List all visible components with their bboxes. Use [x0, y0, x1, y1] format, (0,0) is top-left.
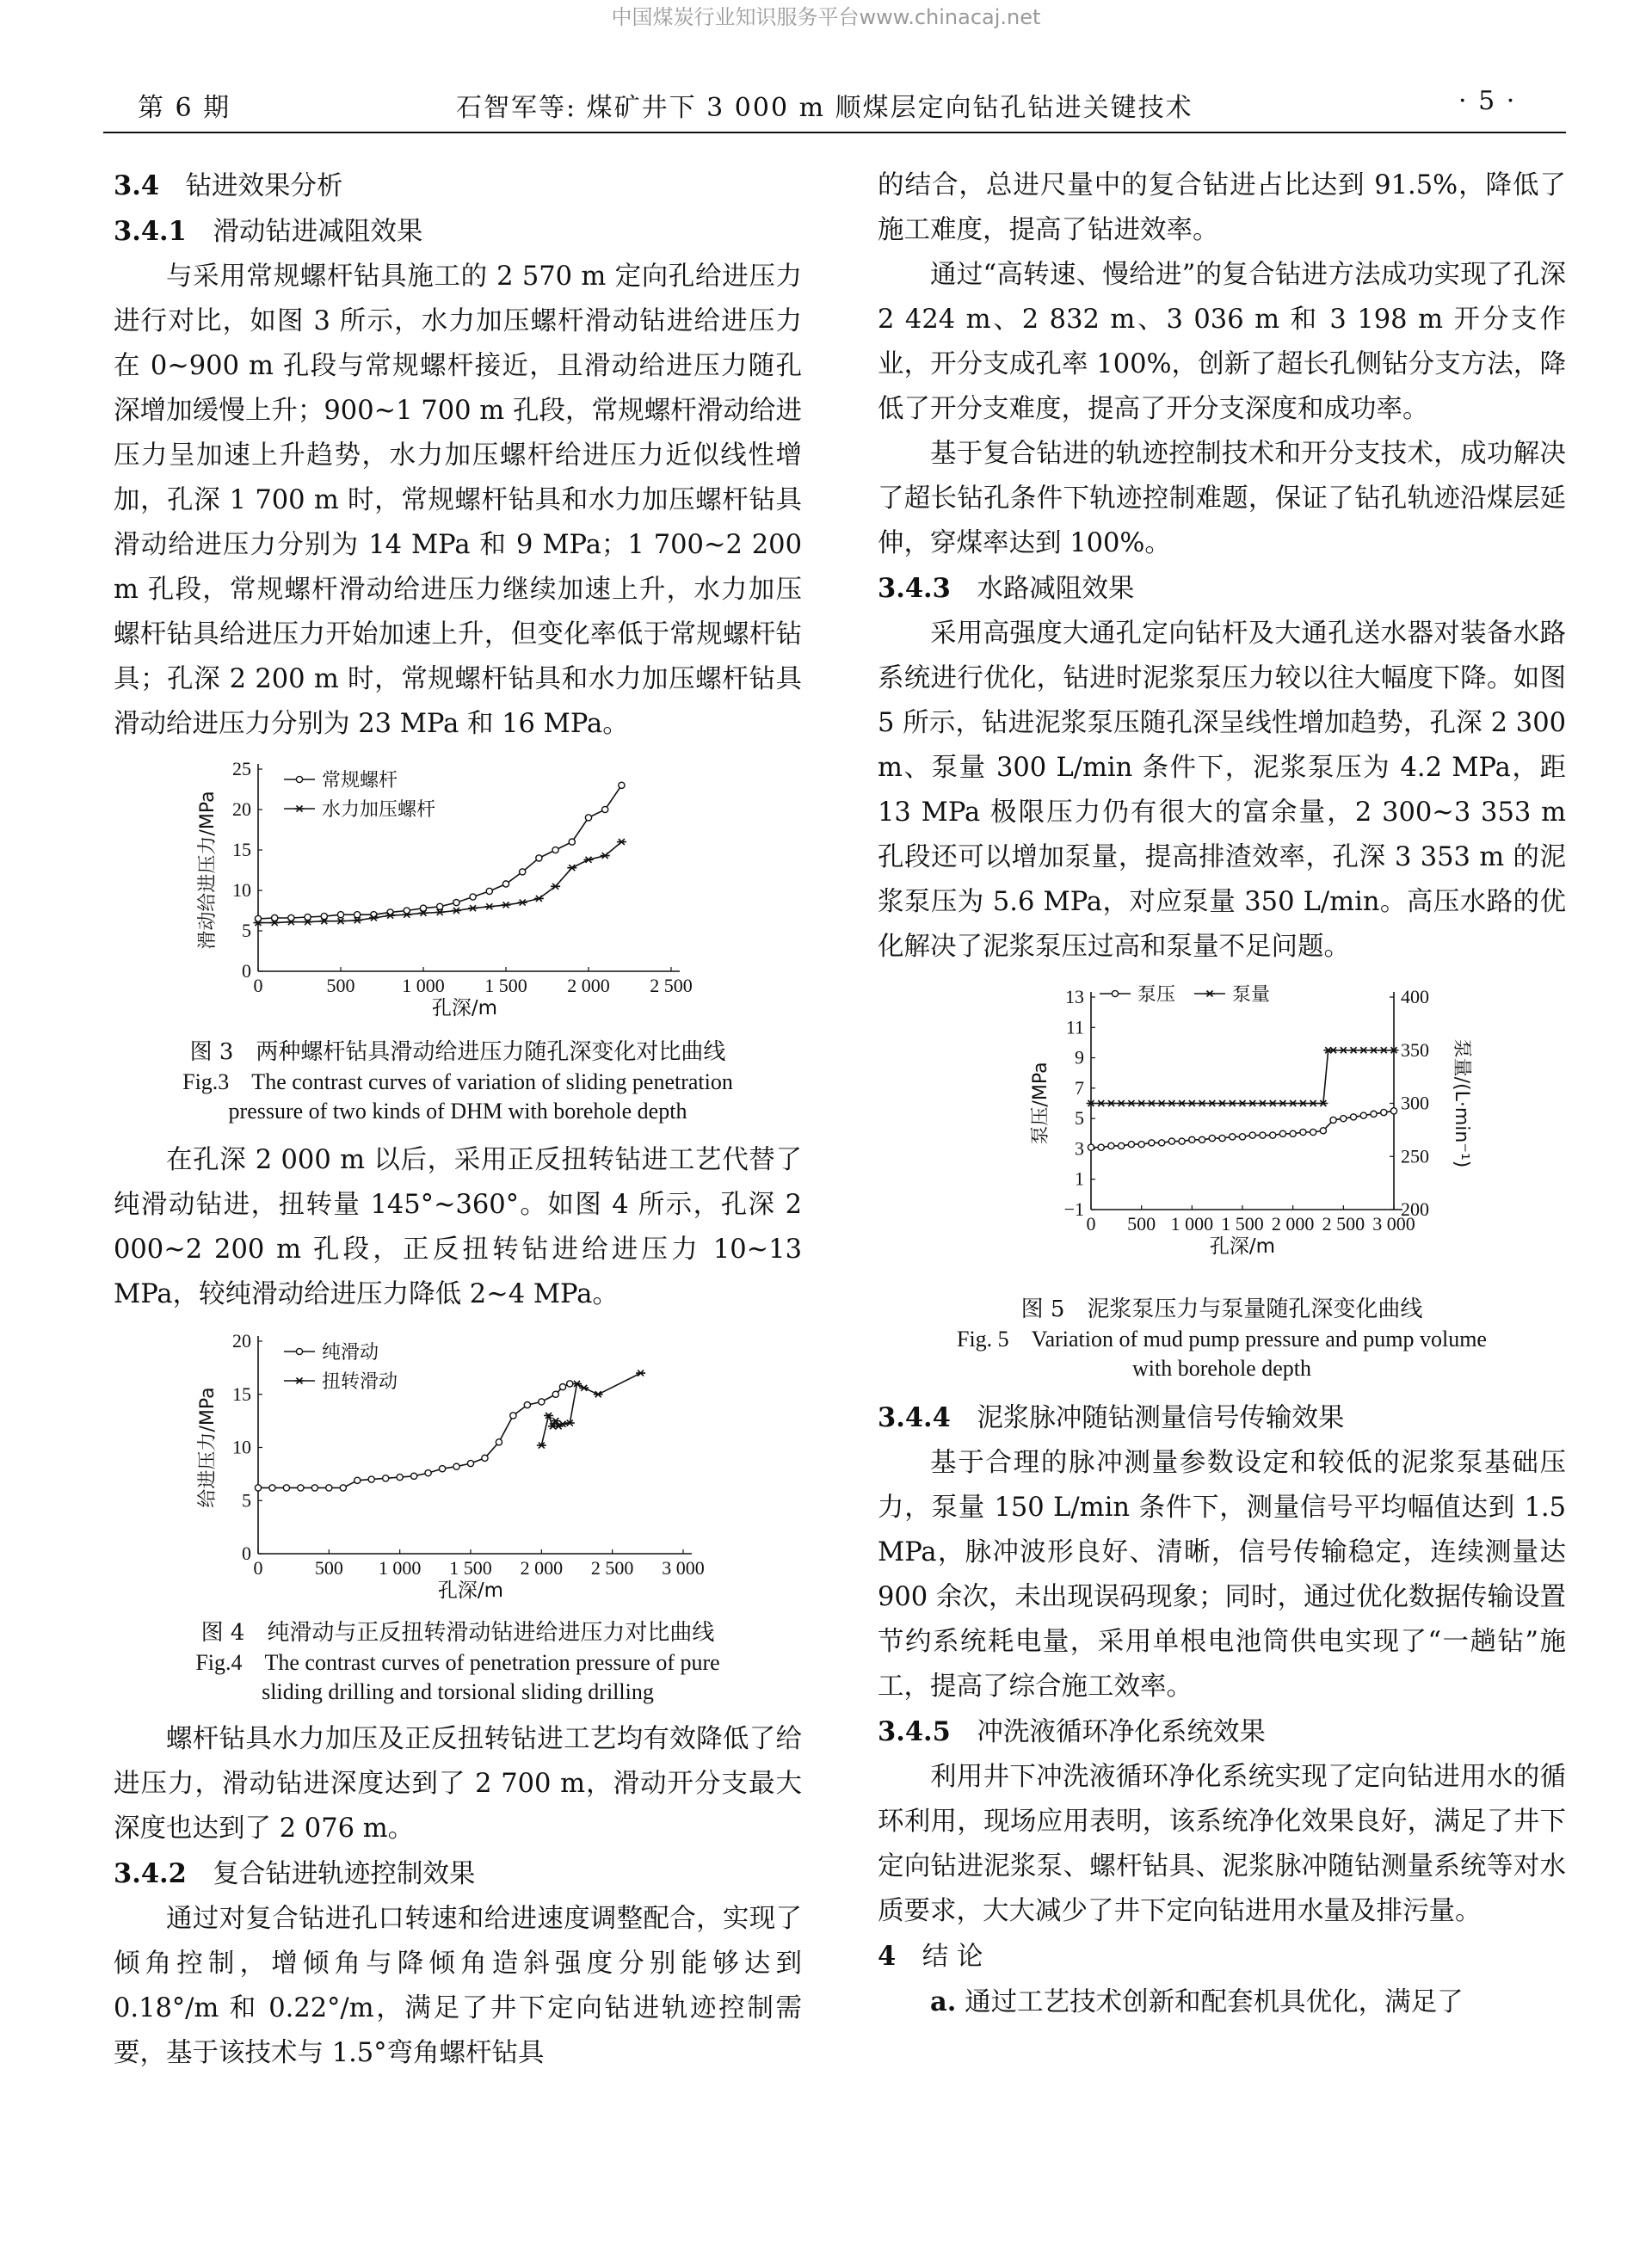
data-point: [1390, 1108, 1396, 1114]
x-axis-label: 孔深/m: [1209, 1235, 1276, 1258]
data-point: [1117, 1100, 1126, 1106]
data-point: [1248, 1100, 1257, 1106]
paragraph: 通过对复合钻进孔口转速和给进速度调整配合，实现了倾角控制，增倾角与降倾角造斜强度分别能够达到 0.18°/m 和 0.22°/m，满足了井下定向钻进轨迹控制需要，基于该技术与 1.5°弯角螺杆钻具: [114, 1904, 802, 2068]
data-point: [1230, 1134, 1236, 1140]
data-point: [1217, 1100, 1227, 1106]
data-point: [1288, 1100, 1298, 1106]
paragraph: 采用高强度大通孔定向钻杆及大通孔送水器对装备水路系统进行优化，钻进时泥浆泵压力较以往大幅度下降。如图 5 所示，钻进泥浆泵压随孔深呈线性增加趋势，孔深 2 300 m、泵量 300 L/min 条件下，泥浆泵压为 4.2 MPa，距 13 MPa 极限压力仍有很大的富余量，2 300~3 353 m 孔段还可以增加泵量，提高排渣效率，孔深 3 353 m 的泥浆泵压为 5.6 MPa，对应泵量 350 L/min。高压水路的优化解决了泥浆泵压过高和泵量不足问题。: [878, 619, 1566, 962]
data-point: [1249, 1132, 1255, 1138]
data-point: [1270, 1132, 1276, 1138]
chart-fig5: [878, 982, 1566, 1274]
y-tick-label: 1: [1075, 1167, 1084, 1190]
data-point: [1260, 1132, 1266, 1138]
data-point: [510, 1413, 516, 1419]
y-tick-label: 5: [242, 1489, 251, 1512]
chart-fig4: [114, 1326, 802, 1599]
legend-label: 泵压: [1137, 984, 1176, 1006]
y-tick-label: 13: [1065, 986, 1084, 1007]
figure-3-caption-en: Fig.3 The contrast curves of variation of sliding penetration: [182, 1069, 733, 1094]
data-point: [1278, 1100, 1287, 1106]
legend-label: 纯滑动: [322, 1342, 379, 1364]
y-tick-label: 20: [232, 798, 251, 820]
data-point: [368, 1476, 374, 1482]
data-point: [1279, 1130, 1285, 1136]
data-point: [439, 1466, 445, 1472]
data-point: [1126, 1100, 1136, 1106]
data-point: [1149, 1140, 1155, 1146]
y2-tick-label: 200: [1401, 1198, 1429, 1220]
y-tick-label: 10: [232, 879, 251, 901]
legend-label: 泵量: [1232, 984, 1271, 1006]
data-point: [1369, 1047, 1378, 1053]
figure-3-caption-cn: 图 3 两种螺杆钻具滑动给进压力随孔深变化对比曲线: [189, 1039, 726, 1065]
data-point: [1157, 1100, 1167, 1106]
data-point: [1379, 1047, 1389, 1053]
legend-label: 水力加压螺杆: [322, 799, 436, 821]
paragraph: 在孔深 2 000 m 以后，采用正反扭转钻进工艺代替了纯滑动钻进，扭转量 145°~360°。如图 4 所示，孔深 2 000~2 200 m 孔段，正反扭转钻进给进压力 10~13 MPa，较纯滑动给进压力降低 2~4 MPa。: [114, 1145, 802, 1309]
data-point: [1258, 1100, 1267, 1106]
legend-marker: [296, 776, 302, 782]
data-point: [326, 1485, 332, 1491]
y-tick-label: −1: [1063, 1198, 1084, 1220]
y-tick-label: 15: [232, 1382, 251, 1405]
data-point: [1219, 1135, 1225, 1141]
data-point: [283, 1485, 289, 1491]
data-point: [1167, 1100, 1176, 1106]
data-point: [524, 1402, 530, 1408]
legend-marker: [296, 1348, 302, 1354]
y-axis-label: 滑动给进压力/MPa: [197, 791, 219, 950]
x-tick-label: 0: [253, 1557, 263, 1579]
data-point: [255, 1485, 261, 1491]
data-point: [1239, 1134, 1245, 1140]
data-point: [1330, 1117, 1336, 1123]
data-point: [1187, 1100, 1197, 1106]
running-header-title: 石智军等: 煤矿井下 3 000 m 顺煤层定向钻孔钻进关键技术: [456, 93, 1193, 123]
y2-tick-label: 350: [1401, 1038, 1429, 1061]
chart-fig3: [114, 759, 802, 1017]
data-point: [602, 806, 608, 812]
y2-tick-label: 250: [1401, 1145, 1429, 1167]
data-point: [411, 1473, 417, 1479]
data-point: [585, 815, 591, 821]
series-line-1: [258, 842, 621, 923]
data-point: [470, 894, 476, 900]
data-point: [425, 1470, 431, 1476]
x-tick-label: 500: [326, 975, 355, 996]
data-point: [1371, 1111, 1377, 1117]
data-point: [552, 847, 558, 853]
y2-tick-label: 300: [1401, 1092, 1429, 1114]
data-point: [1309, 1100, 1318, 1106]
data-point: [1199, 1136, 1205, 1142]
data-point: [383, 1475, 389, 1481]
data-point: [1350, 1114, 1356, 1120]
data-point: [569, 839, 575, 845]
data-point: [502, 902, 511, 908]
right-column: [878, 163, 1566, 2025]
x-tick-label: 1 000: [402, 975, 445, 996]
y-tick-label: 25: [232, 759, 251, 779]
x-tick-label: 3 000: [1372, 1213, 1415, 1235]
y-tick-label: 15: [232, 839, 251, 860]
data-point: [336, 918, 346, 924]
data-point: [298, 1485, 304, 1491]
y-axis-label: 泵压/MPa: [1030, 1062, 1051, 1145]
data-point: [467, 1460, 473, 1466]
legend-marker: [295, 806, 305, 812]
data-point: [1098, 1144, 1104, 1150]
data-point: [1298, 1100, 1308, 1106]
x-tick-label: 1 500: [484, 975, 527, 996]
data-point: [387, 909, 393, 915]
x-tick-label: 2 500: [590, 1557, 634, 1579]
data-point: [496, 1439, 502, 1445]
watermark: 中国煤炭行业知识服务平台www.chinacaj.net: [611, 5, 1041, 29]
data-point: [337, 912, 343, 918]
x-tick-label: 1 500: [449, 1557, 492, 1579]
paragraph: 基于合理的脉冲测量参数设定和较低的泥浆泵基础压力，泵量 150 L/min 条件下，测量信号平均幅值达到 1.5 MPa，脉冲波形良好、清晰，信号传输稳定，连续测量达 900 余次，未出现误码现象；同时，通过优化数据传输设置节约系统耗电量，采用单根电池筒供电实现了“一趟钻”施工，提高了综合施工效率。: [878, 1448, 1566, 1702]
paragraph: 与采用常规螺杆钻具施工的 2 570 m 定向孔给进压力进行对比，如图 3 所示，水力加压螺杆滑动钻进给进压力在 0~900 m 孔段与常规螺杆接近，且滑动给进压力随孔深增加缓慢上升；900~1 700 m 孔段，常规螺杆滑动给进压力呈加速上升趋势，水力加压螺杆给进压力近似线性增加，孔深 1 700 m 时，常规螺杆钻具和水力加压螺杆钻具滑动给进压力分别为 14 MPa 和 9 MPa；1 700~2 200 m 孔段，常规螺杆滑动给进压力继续加速上升，水力加压螺杆钻具给进压力开始加速上升，但变化率低于常规螺杆钻具；孔深 2 200 m 时，常规螺杆钻具和水力加压螺杆钻具滑动给进压力分别为 23 MPa 和 16 MPa。: [114, 262, 802, 739]
section-heading-3-4: 3.4 钻进效果分析: [114, 170, 343, 201]
series-line-0: [258, 785, 621, 919]
x-axis-label: 孔深/m: [437, 1580, 504, 1599]
data-point: [567, 1381, 573, 1387]
section-heading-3-4-2: 3.4.2 复合钻进轨迹控制效果: [114, 1858, 476, 1889]
legend-marker: [295, 1378, 305, 1384]
y-tick-label: 0: [242, 1543, 251, 1564]
data-point: [552, 1391, 558, 1397]
data-point: [1290, 1130, 1296, 1136]
data-point: [518, 900, 527, 906]
figure-4-caption-en: Fig.4 The contrast curves of penetration pressure of pure: [195, 1650, 720, 1675]
data-point: [1137, 1100, 1146, 1106]
data-point: [1177, 1100, 1187, 1106]
x-tick-label: 2 000: [520, 1557, 564, 1579]
x-tick-label: 0: [1086, 1213, 1096, 1235]
left-column: [114, 163, 802, 2076]
paragraph: 通过“高转速、慢给进”的复合钻进方法成功实现了孔深 2 424 m、2 832 m、3 036 m 和 3 198 m 开分支作业，开分支成孔率 100%，创新了超长孔侧钻分支方法，降低了开分支难度，提高了开分支深度和成功率。: [878, 260, 1566, 424]
data-point: [1339, 1047, 1348, 1053]
data-point: [539, 1399, 545, 1405]
y-tick-label: 3: [1075, 1137, 1084, 1160]
paragraph: 的结合，总进尺量中的复合钻进占比达到 91.5%，降低了施工难度，提高了钻进效率。: [878, 170, 1566, 245]
y-tick-label: 10: [232, 1436, 251, 1458]
figure-5-caption-en-2: with borehole depth: [1132, 1356, 1311, 1381]
x-tick-label: 3 000: [662, 1557, 705, 1579]
data-point: [536, 855, 542, 861]
data-point: [1310, 1129, 1316, 1135]
data-point: [1341, 1116, 1347, 1122]
data-point: [1096, 1100, 1106, 1106]
section-heading-3-4-4: 3.4.4 泥浆脉冲随钻测量信号传输效果: [878, 1402, 1345, 1433]
x-tick-label: 2 000: [567, 975, 610, 996]
y-tick-label: 20: [232, 1330, 251, 1352]
figure-3-caption-en-2: pressure of two kinds of DHM with borehole depth: [228, 1099, 687, 1124]
data-point: [1209, 1135, 1215, 1141]
figure-4: [114, 1326, 802, 1707]
data-point: [1320, 1128, 1326, 1134]
data-point: [437, 903, 443, 909]
section-heading-4: 4 结 论: [878, 1941, 983, 1972]
figure-4-caption-en-2: sliding drilling and torsional sliding drilling: [262, 1679, 654, 1704]
data-point: [1138, 1142, 1144, 1148]
paragraph: 利用井下冲洗液循环净化系统实现了定向钻进用水的循环利用，现场应用表明，该系统净化效果良好，满足了井下定向钻进泥浆泵、螺杆钻具、泥浆脉冲随钻测量系统等对水质要求，大大减少了井下定向钻进用水量及排污量。: [878, 1762, 1566, 1926]
data-point: [371, 912, 377, 918]
data-point: [1238, 1100, 1248, 1106]
y-tick-label: 7: [1075, 1076, 1084, 1099]
y-tick-label: 9: [1075, 1046, 1084, 1068]
y-axis-label: 给进压力/MPa: [197, 1387, 219, 1508]
x-tick-label: 500: [1127, 1213, 1156, 1235]
section-heading-3-4-1: 3.4.1 滑动钻进减阻效果: [114, 216, 423, 247]
data-point: [1147, 1100, 1156, 1106]
data-point: [482, 1455, 488, 1461]
y2-axis-label: 泵量/(L·min⁻¹): [1451, 1038, 1472, 1168]
data-point: [502, 881, 509, 887]
series-line-0: [1091, 1111, 1394, 1147]
x-tick-label: 1 000: [378, 1557, 422, 1579]
data-point: [486, 888, 492, 894]
data-point: [1106, 1100, 1116, 1106]
data-point: [520, 869, 526, 875]
y-tick-label: 0: [242, 960, 251, 982]
data-point: [1228, 1100, 1237, 1106]
data-point: [453, 1463, 459, 1469]
data-point: [397, 1474, 403, 1480]
data-point: [1128, 1142, 1134, 1148]
data-point: [1349, 1047, 1359, 1053]
data-point: [1360, 1112, 1366, 1118]
x-tick-label: 2 500: [650, 975, 693, 996]
data-point: [1381, 1109, 1387, 1115]
data-point: [1119, 1142, 1125, 1148]
running-header-issue: 第 6 期: [138, 93, 231, 123]
data-point: [1168, 1138, 1174, 1144]
data-point: [354, 1477, 361, 1483]
data-point: [1159, 1140, 1165, 1146]
header-rule: [103, 132, 1566, 133]
section-heading-3-4-3: 3.4.3 水路减阻效果: [878, 573, 1135, 604]
paragraph: 螺杆钻具水力加压及正反扭转钻进工艺均有效降低了给进压力，滑动钻进深度达到了 2 700 m，滑动开分支最大深度也达到了 2 076 m。: [114, 1724, 802, 1844]
data-point: [484, 903, 494, 909]
data-point: [354, 912, 361, 918]
data-point: [269, 1485, 275, 1491]
series-line-0: [258, 1383, 570, 1487]
y-tick-label: 11: [1065, 1016, 1084, 1038]
data-point: [452, 908, 461, 914]
x-tick-label: 0: [253, 975, 263, 996]
data-point: [453, 900, 459, 906]
data-point: [1207, 1100, 1217, 1106]
y-tick-label: 5: [242, 920, 251, 941]
x-tick-label: 1 500: [1221, 1213, 1264, 1235]
data-point: [340, 1485, 346, 1491]
data-point: [468, 905, 478, 911]
legend-marker: [1112, 990, 1118, 996]
section-heading-3-4-5: 3.4.5 冲洗液循环净化系统效果: [878, 1716, 1266, 1747]
data-point: [1108, 1142, 1114, 1148]
y-tick-label: 5: [1075, 1107, 1084, 1130]
data-point: [619, 782, 625, 788]
figure-5-caption-cn: 图 5 泥浆泵压力与泵量随孔深变化曲线: [1020, 1296, 1423, 1322]
data-point: [1268, 1100, 1278, 1106]
figure-5-caption-en: Fig. 5 Variation of mud pump pressure and pump volume: [957, 1327, 1487, 1352]
x-tick-label: 2 500: [1322, 1213, 1365, 1235]
data-point: [1189, 1136, 1195, 1142]
paragraph: 基于复合钻进的轨迹控制技术和开分支技术，成功解决了超长钻孔条件下轨迹控制难题，保证了钻孔轨迹沿煤层延伸，穿煤率达到 100%。: [878, 439, 1566, 558]
y2-tick-label: 400: [1401, 986, 1429, 1007]
data-point: [559, 1384, 565, 1390]
x-tick-label: 2 000: [1271, 1213, 1315, 1235]
data-point: [311, 1485, 317, 1491]
legend-marker: [1205, 991, 1215, 997]
series-line-1: [1091, 1050, 1394, 1104]
figure-4-caption-cn: 图 4 纯滑动与正反扭转滑动钻进给进压力对比曲线: [200, 1620, 715, 1646]
data-point: [551, 1418, 560, 1424]
paragraph: a. 通过工艺技术创新和配套机具优化，满足了: [930, 1986, 1464, 2017]
series-line-1: [541, 1373, 640, 1445]
data-point: [1198, 1100, 1207, 1106]
figure-5: [878, 982, 1566, 1383]
figure-3: [114, 759, 802, 1126]
x-axis-label: 孔深/m: [431, 997, 498, 1017]
legend-label: 常规螺杆: [322, 770, 398, 791]
data-point: [1359, 1047, 1368, 1053]
x-tick-label: 500: [314, 1557, 343, 1579]
data-point: [1088, 1144, 1094, 1150]
x-tick-label: 1 000: [1170, 1213, 1214, 1235]
data-point: [1179, 1138, 1185, 1144]
running-header-page: · 5 ·: [1458, 86, 1517, 116]
legend-label: 扭转滑动: [322, 1371, 398, 1393]
data-point: [1300, 1129, 1306, 1135]
